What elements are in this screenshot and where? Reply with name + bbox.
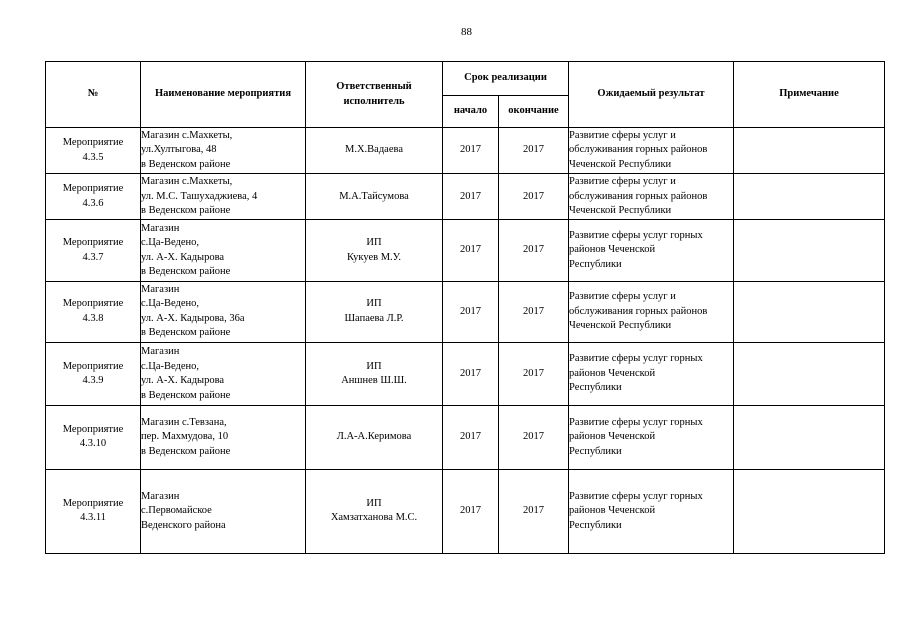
cell-end: 2017: [499, 469, 569, 553]
name-line: ул. М.С. Ташухаджиева, 4: [141, 190, 258, 202]
cell-result: [569, 128, 734, 174]
header-result: Ожидаемый результат: [569, 62, 734, 128]
header-name: Наименование мероприятия: [141, 62, 306, 128]
result-line: Развитие сферы услуг и: [569, 176, 676, 188]
result-line: обслуживания горных районов: [569, 144, 708, 156]
num-line: Мероприятие: [62, 298, 124, 310]
responsible-line: ИП: [366, 298, 382, 310]
result-line: Развитие сферы услуг горных: [569, 416, 703, 428]
cell-start: 2017: [443, 128, 499, 174]
cell-result: [569, 220, 734, 281]
name-line: Магазин с.Махкеты,: [141, 129, 233, 141]
responsible-line: Л.А-А.Керимова: [336, 431, 412, 443]
result-line: районов Чеченской: [569, 431, 656, 443]
result-line: Развитие сферы услуг горных: [569, 490, 703, 502]
cell-start: 2017: [443, 406, 499, 469]
result-line: Чеченской Республики: [569, 158, 672, 170]
table-row: [46, 281, 885, 342]
name-line: Магазин с.Тевзана,: [141, 416, 227, 428]
cell-result: [569, 281, 734, 342]
cell-note: [734, 281, 885, 342]
name-line: Магазин: [141, 490, 180, 502]
header-end: окончание: [499, 96, 569, 128]
cell-responsible: [306, 128, 443, 174]
table-row: [46, 406, 885, 469]
name-line: в Веденском районе: [141, 205, 231, 217]
result-line: районов Чеченской: [569, 505, 656, 517]
cell-num: [46, 406, 141, 469]
cell-num: [46, 128, 141, 174]
header-period: Срок реализации: [443, 62, 569, 96]
cell-name: [141, 406, 306, 469]
cell-start: 2017: [443, 281, 499, 342]
cell-note: [734, 469, 885, 553]
table-row: [46, 128, 885, 174]
cell-end: 2017: [499, 406, 569, 469]
name-line: с.Ца-Ведено,: [141, 237, 200, 249]
cell-end: 2017: [499, 220, 569, 281]
header-note: Примечание: [734, 62, 885, 128]
num-line: 4.3.11: [80, 512, 106, 524]
num-line: 4.3.10: [79, 438, 107, 450]
header-start: начало: [443, 96, 499, 128]
cell-responsible: [306, 342, 443, 405]
result-line: Республики: [569, 445, 622, 457]
num-line: 4.3.6: [82, 197, 104, 209]
responsible-line: Аншнев Ш.Ш.: [341, 375, 407, 387]
name-line: с.Первомайское: [141, 505, 212, 517]
table-row: [46, 220, 885, 281]
responsible-line: ИП: [366, 497, 382, 509]
cell-name: [141, 342, 306, 405]
responsible-line: Хамзатханова М.С.: [330, 512, 418, 524]
name-line: в Веденском районе: [141, 327, 231, 339]
table-row: [46, 469, 885, 553]
cell-start: 2017: [443, 342, 499, 405]
num-line: 4.3.9: [82, 375, 104, 387]
table-body: [46, 128, 885, 554]
cell-end: 2017: [499, 342, 569, 405]
num-line: 4.3.7: [82, 251, 104, 263]
num-line: 4.3.5: [82, 151, 104, 163]
result-line: районов Чеченской: [569, 244, 656, 256]
cell-note: [734, 342, 885, 405]
table-row: [46, 174, 885, 220]
cell-result: [569, 342, 734, 405]
cell-note: [734, 406, 885, 469]
cell-name: [141, 128, 306, 174]
result-line: Республики: [569, 258, 622, 270]
cell-num: [46, 281, 141, 342]
responsible-line: Шапаева Л.Р.: [344, 312, 404, 324]
cell-num: [46, 174, 141, 220]
table-row: [46, 342, 885, 405]
responsible-line: М.Х.Вадаева: [345, 144, 403, 156]
name-line: в Веденском районе: [141, 389, 231, 401]
num-line: Мероприятие: [62, 237, 124, 249]
result-line: обслуживания горных районов: [569, 305, 708, 317]
cell-name: [141, 220, 306, 281]
result-line: Развитие сферы услуг горных: [569, 353, 703, 365]
responsible-line: ИП: [366, 237, 382, 249]
cell-start: 2017: [443, 220, 499, 281]
name-line: в Веденском районе: [141, 158, 231, 170]
header-row-top: [46, 62, 885, 96]
cell-responsible: [306, 174, 443, 220]
result-line: обслуживания горных районов: [569, 190, 708, 202]
name-line: с.Ца-Ведено,: [141, 298, 200, 310]
cell-num: [46, 469, 141, 553]
name-line: пер. Махмудова, 10: [141, 431, 229, 443]
responsible-line: М.А.Тайсумова: [339, 190, 409, 202]
cell-result: [569, 469, 734, 553]
name-line: Магазин с.Махкеты,: [141, 176, 233, 188]
cell-note: [734, 220, 885, 281]
cell-responsible: [306, 281, 443, 342]
result-line: Чеченской Республики: [569, 205, 672, 217]
name-line: ул. А-Х. Кадырова: [141, 375, 225, 387]
num-line: Мероприятие: [62, 423, 124, 435]
num-line: 4.3.8: [82, 312, 104, 324]
name-line: в Веденском районе: [141, 266, 231, 278]
cell-end: 2017: [499, 128, 569, 174]
header-num: №: [46, 62, 141, 128]
cell-name: [141, 174, 306, 220]
cell-responsible: [306, 469, 443, 553]
num-line: Мероприятие: [62, 497, 124, 509]
cell-name: [141, 281, 306, 342]
name-line: ул. А-Х. Кадырова, 36а: [141, 312, 245, 324]
result-line: Развитие сферы услуг и: [569, 291, 676, 303]
result-line: Республики: [569, 382, 622, 394]
name-line: в Веденском районе: [141, 445, 231, 457]
cell-num: [46, 220, 141, 281]
page-number: 88: [461, 26, 472, 38]
name-line: Веденского района: [141, 519, 226, 531]
result-line: Развитие сферы услуг горных: [569, 229, 703, 241]
cell-name: [141, 469, 306, 553]
name-line: Магазин: [141, 222, 180, 234]
cell-responsible: [306, 406, 443, 469]
cell-result: [569, 174, 734, 220]
num-line: Мероприятие: [62, 183, 124, 195]
cell-end: 2017: [499, 281, 569, 342]
result-line: Республики: [569, 519, 622, 531]
cell-note: [734, 174, 885, 220]
name-line: ул.Хултыгова, 48: [141, 144, 217, 156]
result-line: Чеченской Республики: [569, 320, 672, 332]
cell-responsible: [306, 220, 443, 281]
result-line: Развитие сферы услуг и: [569, 129, 676, 141]
name-line: с.Ца-Ведено,: [141, 360, 200, 372]
cell-start: 2017: [443, 469, 499, 553]
responsible-line: ИП: [366, 360, 382, 372]
cell-start: 2017: [443, 174, 499, 220]
cell-end: 2017: [499, 174, 569, 220]
responsible-line: Кукуев М.У.: [346, 251, 402, 263]
name-line: Магазин: [141, 346, 180, 358]
activities-table: [45, 61, 885, 554]
cell-num: [46, 342, 141, 405]
header-responsible: Ответственный исполнитель: [306, 62, 443, 128]
num-line: Мероприятие: [62, 360, 124, 372]
cell-result: [569, 406, 734, 469]
result-line: районов Чеченской: [569, 367, 656, 379]
cell-note: [734, 128, 885, 174]
name-line: ул. А-Х. Кадырова: [141, 251, 225, 263]
num-line: Мероприятие: [62, 137, 124, 149]
name-line: Магазин: [141, 283, 180, 295]
